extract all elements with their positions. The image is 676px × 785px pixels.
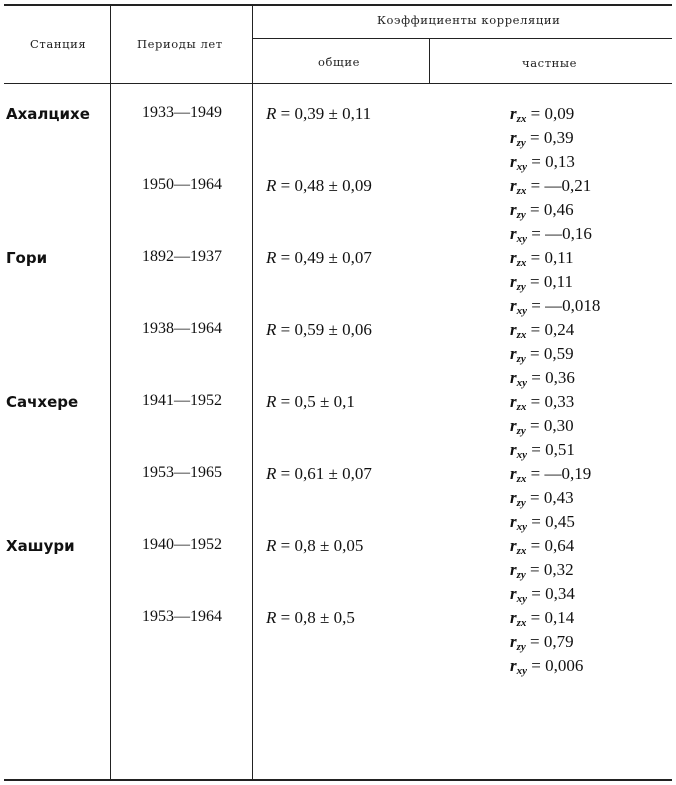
equals-sign: =	[525, 128, 544, 147]
period: 1940—1952	[142, 536, 222, 553]
partial-coefficient-value: 0,64	[544, 536, 575, 555]
partial-subscript: zx	[516, 473, 527, 485]
partial-coefficient	[510, 512, 575, 533]
general-coefficient	[266, 608, 355, 628]
general-coefficient	[266, 248, 372, 268]
partial-coefficient-value: 0,11	[544, 248, 574, 267]
r-symbol: r	[510, 128, 517, 147]
partial-subscript: zy	[516, 209, 526, 221]
partial-subscript: xy	[516, 521, 528, 533]
partial-coefficient	[510, 248, 574, 269]
partial-coefficient	[510, 344, 574, 365]
partial-coefficient	[510, 320, 574, 341]
col-divider-1	[110, 6, 111, 779]
general-coefficient-value: 0,61 ± 0,07	[294, 464, 372, 483]
partial-coefficient	[510, 104, 574, 125]
r-symbol: r	[510, 560, 517, 579]
equals-sign: =	[527, 440, 546, 459]
col-divider-3	[429, 38, 430, 84]
partial-coefficient	[510, 416, 574, 437]
equals-sign: =	[525, 560, 544, 579]
equals-sign: =	[526, 248, 545, 267]
equals-sign: =	[526, 392, 545, 411]
partial-subscript: zy	[516, 425, 526, 437]
partial-coefficient	[510, 560, 574, 581]
partial-coefficient	[510, 200, 574, 221]
r-symbol: r	[510, 392, 517, 411]
partial-subscript: xy	[516, 449, 528, 461]
r-symbol: r	[510, 176, 517, 195]
partial-coefficient	[510, 152, 575, 173]
partial-coefficient	[510, 224, 592, 245]
partial-coefficient	[510, 464, 591, 485]
partial-coefficient	[510, 536, 574, 557]
partial-subscript: xy	[516, 305, 528, 317]
general-coefficient-value: 0,8 ± 0,5	[294, 608, 355, 627]
partial-coefficient	[510, 368, 575, 389]
partial-subscript: xy	[516, 593, 528, 605]
partial-coefficient	[510, 584, 575, 605]
header-coefficients: Коэффициенты корреляции	[377, 13, 561, 27]
partial-subscript: zx	[516, 545, 527, 557]
partial-coefficient	[510, 440, 575, 461]
equals-sign: =	[525, 272, 544, 291]
partial-coefficient-value: 0,32	[543, 560, 574, 579]
partial-coefficient-value: —0,018	[545, 296, 601, 315]
period: 1933—1949	[142, 104, 222, 121]
general-coefficient-value: 0,39 ± 0,11	[294, 104, 372, 123]
header-general: общие	[318, 55, 361, 69]
equals-sign: =	[527, 656, 546, 675]
equals-sign: =	[526, 536, 545, 555]
r-symbol: r	[510, 464, 517, 483]
r-symbol: R	[266, 608, 277, 627]
partial-subscript: zx	[516, 113, 527, 125]
partial-subscript: zy	[516, 641, 526, 653]
equals-sign: =	[276, 176, 295, 195]
equals-sign: =	[527, 152, 546, 171]
partial-subscript: xy	[516, 377, 528, 389]
equals-sign: =	[527, 512, 546, 531]
col-divider-2	[252, 6, 253, 779]
partial-coefficient	[510, 128, 574, 149]
r-symbol: r	[510, 272, 517, 291]
general-coefficient-value: 0,48 ± 0,09	[294, 176, 372, 195]
partial-subscript: xy	[516, 161, 528, 173]
r-symbol: r	[510, 104, 517, 123]
partial-subscript: xy	[516, 233, 528, 245]
r-symbol: R	[266, 392, 277, 411]
equals-sign: =	[276, 320, 295, 339]
general-coefficient	[266, 104, 371, 124]
equals-sign: =	[525, 344, 544, 363]
r-symbol: r	[510, 584, 517, 603]
equals-sign: =	[527, 584, 546, 603]
general-coefficient-value: 0,8 ± 0,05	[294, 536, 364, 555]
period: 1953—1964	[142, 608, 222, 625]
general-coefficient	[266, 392, 355, 412]
partial-subscript: zx	[516, 329, 527, 341]
partial-subscript: zy	[516, 281, 526, 293]
partial-coefficient-value: 0,11	[543, 272, 574, 291]
r-symbol: r	[510, 512, 517, 531]
partial-subscript: zx	[516, 257, 527, 269]
equals-sign: =	[526, 176, 545, 195]
equals-sign: =	[276, 248, 295, 267]
equals-sign: =	[276, 464, 295, 483]
partial-subscript: xy	[516, 665, 528, 677]
equals-sign: =	[276, 608, 295, 627]
partial-coefficient-value: 0,34	[545, 584, 575, 603]
partial-coefficient-value: —0,21	[544, 176, 592, 195]
general-coefficient-value: 0,49 ± 0,07	[294, 248, 372, 267]
r-symbol: r	[510, 200, 517, 219]
partial-coefficient-value: 0,46	[543, 200, 574, 219]
r-symbol: R	[266, 320, 277, 339]
partial-subscript: zx	[516, 185, 527, 197]
equals-sign: =	[525, 200, 544, 219]
partial-subscript: zy	[516, 353, 526, 365]
partial-coefficient-value: 0,79	[543, 632, 574, 651]
partial-subscript: zy	[516, 137, 526, 149]
period: 1953—1965	[142, 464, 222, 481]
partial-coefficient-value: 0,24	[544, 320, 575, 339]
r-symbol: R	[266, 536, 277, 555]
general-coefficient	[266, 536, 363, 556]
period: 1938—1964	[142, 320, 222, 337]
equals-sign: =	[276, 104, 295, 123]
r-symbol: r	[510, 440, 517, 459]
equals-sign: =	[525, 632, 544, 651]
partial-coefficient-value: 0,13	[545, 152, 575, 171]
r-symbol: R	[266, 464, 277, 483]
partial-subscript: zy	[516, 569, 526, 581]
general-coefficient	[266, 464, 372, 484]
r-symbol: r	[510, 224, 517, 243]
r-symbol: r	[510, 296, 517, 315]
general-coefficient	[266, 176, 372, 196]
r-symbol: r	[510, 368, 517, 387]
partial-coefficient-value: 0,43	[543, 488, 574, 507]
equals-sign: =	[525, 488, 544, 507]
partial-coefficient	[510, 392, 574, 413]
equals-sign: =	[527, 224, 546, 243]
equals-sign: =	[526, 104, 545, 123]
equals-sign: =	[526, 320, 545, 339]
partial-coefficient-value: —0,16	[545, 224, 592, 243]
partial-coefficient-value: 0,006	[545, 656, 584, 675]
r-symbol: r	[510, 488, 517, 507]
equals-sign: =	[526, 464, 545, 483]
general-coefficient	[266, 320, 372, 340]
partial-coefficient	[510, 296, 600, 317]
r-symbol: r	[510, 152, 517, 171]
top-rule	[4, 4, 672, 6]
station-name: Хашури	[6, 537, 75, 555]
partial-subscript: zx	[516, 617, 527, 629]
r-symbol: R	[266, 248, 277, 267]
equals-sign: =	[276, 392, 295, 411]
station-name: Ахалцихе	[6, 105, 90, 123]
partial-coefficient-value: 0,14	[544, 608, 575, 627]
station-name: Сачхере	[6, 393, 79, 411]
equals-sign: =	[525, 416, 544, 435]
header-bottom-rule	[4, 83, 672, 84]
r-symbol: r	[510, 344, 517, 363]
r-symbol: r	[510, 320, 517, 339]
partial-coefficient-value: 0,59	[543, 344, 574, 363]
partial-coefficient	[510, 176, 591, 197]
partial-coefficient	[510, 608, 574, 629]
equals-sign: =	[527, 368, 546, 387]
partial-subscript: zy	[516, 497, 526, 509]
r-symbol: r	[510, 248, 517, 267]
partial-coefficient	[510, 632, 574, 653]
r-symbol: r	[510, 608, 517, 627]
r-symbol: R	[266, 176, 277, 195]
period: 1941—1952	[142, 392, 222, 409]
header-station: Станция	[30, 37, 87, 51]
partial-subscript: zx	[516, 401, 527, 413]
partial-coefficient	[510, 656, 583, 677]
r-symbol: r	[510, 632, 517, 651]
period: 1892—1937	[142, 248, 222, 265]
r-symbol: r	[510, 536, 517, 555]
equals-sign: =	[527, 296, 546, 315]
partial-coefficient-value: 0,33	[544, 392, 575, 411]
partial-coefficient-value: 0,39	[543, 128, 574, 147]
partial-coefficient	[510, 272, 573, 293]
partial-coefficient	[510, 488, 574, 509]
partial-coefficient-value: —0,19	[544, 464, 592, 483]
bottom-rule	[4, 779, 672, 781]
period: 1950—1964	[142, 176, 222, 193]
equals-sign: =	[276, 536, 295, 555]
equals-sign: =	[526, 608, 545, 627]
partial-coefficient-value: 0,36	[545, 368, 575, 387]
general-coefficient-value: 0,59 ± 0,06	[294, 320, 372, 339]
general-coefficient-value: 0,5 ± 0,1	[294, 392, 355, 411]
station-name: Гори	[6, 249, 48, 267]
partial-coefficient-value: 0,45	[545, 512, 575, 531]
subheader-rule	[253, 38, 672, 39]
header-periods: Периоды лет	[137, 37, 223, 51]
r-symbol: r	[510, 416, 517, 435]
partial-coefficient-value: 0,30	[543, 416, 574, 435]
partial-coefficient-value: 0,51	[545, 440, 575, 459]
r-symbol: r	[510, 656, 517, 675]
partial-coefficient-value: 0,09	[544, 104, 575, 123]
r-symbol: R	[266, 104, 277, 123]
header-partial: частные	[522, 56, 578, 70]
